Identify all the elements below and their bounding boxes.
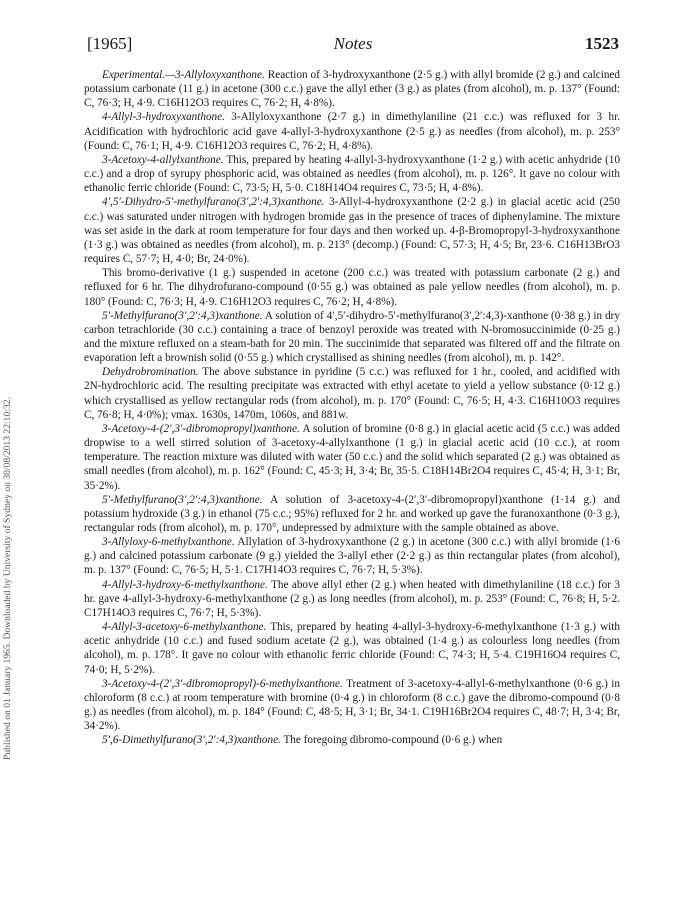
paragraph (84, 309, 620, 366)
paragraph (84, 68, 620, 110)
paragraph (84, 733, 620, 747)
paragraph (84, 620, 620, 677)
page-number: 1523 (585, 34, 619, 53)
paragraph (84, 578, 620, 620)
paragraph-heading: 4-Allyl-3-acetoxy-6-methylxanthone. (102, 621, 267, 634)
article-body (84, 68, 620, 748)
paragraph (84, 365, 620, 422)
paragraph-heading: 4-Allyl-3-hydroxy-6-methylxanthone. (102, 578, 268, 591)
paragraph-text: This bromo-derivative (1 g.) suspended in acetone (200 c.c.) was treated with potassium carbonate (2 g.) and refluxed for 6 hr. The dihydrofurano-compound (0·55 g.) was obtained as pale yellow needles (from alcohol), m. p. 180° (Found: C, 76·3; H, 4·9. C16H12O3 requires C, 76·2; H, 4·8%). (84, 267, 620, 308)
paragraph-text: A solution of 3-acetoxy-4-(2′,3′-dibromopropyl)xanthone (1·14 g.) and potassium hydroxide (3 g.) in ethanol (75 c.c.; 95%) refluxed for 2 hr. and worked up gave the furanoxanthone (0·3 g.), rectangular rods (from alcohol), m. p. 170°, undepressed by admixture with the sample obtained as above. (84, 493, 620, 534)
paragraph-heading: 5′-Methylfurano(3′,2′:4,3)xanthone. (102, 309, 263, 322)
paragraph-heading: 5′,6-Dimethylfurano(3′,2′:4,3)xanthone. (102, 734, 281, 747)
paragraph-heading: Experimental.—3-Allyloxyxanthone. (102, 69, 265, 81)
paragraph-heading: Dehydrobromination. (102, 366, 199, 379)
paragraph-text: The foregoing dibromo-compound (0·6 g.) when (280, 734, 503, 747)
paragraph (84, 110, 620, 152)
page-header (87, 34, 619, 58)
paragraph-text: The above substance in pyridine (5 c.c.) was refluxed for 1 hr., cooled, and acidified with 2N-hydrochloric acid. The resulting precipitate was extracted with ethyl acetate to yield a yellow substance (0·12 g.) which crystallised as yellow rectangular rods (from alcohol), m. p. 170° (Found: C, 76·5; H, 4·3. C16H10O3 requires C, 76·8; H, 4·0%); νmax. 1630s, 1470m, 1060s, and 881w. (84, 366, 620, 421)
paragraph (84, 195, 620, 266)
paragraph-text: Reaction of 3-hydroxyxanthone (2·5 g.) with allyl bromide (2 g.) and calcined potassium carbonate (11 g.) in acetone (300 c.c.) gave the allyl ether (3 g.) as plates (from alcohol), m. p. 137° (Found: C, 76·3; H, 4·9. C16H12O3 requires C, 76·2; H, 4·8%). (84, 69, 620, 110)
paragraph (84, 266, 620, 308)
paragraph-text: This, prepared by heating 4-allyl-3-hydroxy-6-methylxanthone (1·3 g.) with acetic anhydride (10 c.c.) and fused sodium acetate (2 g.), was obtained (1·4 g.) as colourless long needles (from alcohol), m. p. 178°. It gave no colour with ethanolic ferric chloride (Found: C, 74·3; H, 5·4. C19H16O4 requires C, 74·0; H, 5·2%). (84, 621, 620, 676)
download-notice-text: Published on 01 January 1965. Downloaded by University of Sydney on 30/08/2013 22:10:32. (2, 397, 13, 760)
paragraph (84, 677, 620, 734)
paragraph-text: This, prepared by heating 4-allyl-3-hydroxyxanthone (1·2 g.) with acetic anhydride (10 c.c.) and a drop of syrupy phosphoric acid, was obtained as needles (from alcohol), m. p. 126°. It gave no colour with ethanolic ferric chloride (Found: C, 73·5; H, 5·0. C18H14O4 requires C, 73·5; H, 4·8%). (84, 153, 620, 195)
paragraph-text: Treatment of 3-acetoxy-4-allyl-6-methylxanthone (0·6 g.) in chloroform (8 c.c.) at room temperature with bromine (0·4 g.) in chloroform (8 c.c.) gave the dibromo-compound (0·8 g.) as needles (from alcohol), m. p. 184° (Found: C, 48·5; H, 3·1; Br, 34·1. C19H16Br2O4 requires C, 48·7; H, 3·4; Br, 34·2%). (84, 677, 620, 733)
paragraph-heading: 4-Allyl-3-hydroxyxanthone. (102, 111, 225, 124)
paragraph-heading: 3-Acetoxy-4-(2′,3′-dibromopropyl)-6-methylxanthone. (102, 677, 343, 690)
paragraph-heading: 5′-Methylfurano(3′,2′:4,3)xanthone. (102, 493, 263, 506)
paragraph-heading: 3-Acetoxy-4-(2′,3′-dibromopropyl)xanthone. (102, 422, 300, 435)
paragraph (84, 153, 620, 195)
paragraph-text: 3-Allyl-4-hydroxyxanthone (2·2 g.) in glacial acetic acid (250 c.c.) was saturated under nitrogen with hydrogen bromide gas in the presence of traces of diphenylamine. The mixture was set aside in the dark at room temperature for four days and then worked up. 4-β-Bromopropyl-3-hydroxyxanthone (1·3 g.) was obtained as needles (from alcohol), m. p. 213° (decomp.) (Found: C, 57·3; H, 4·5; Br, 23·6. C16H13BrO3 requires C, 57·7; H, 4·0; Br, 24·0%). (84, 196, 620, 266)
paragraph-text: The above allyl ether (2 g.) when heated with dimethylaniline (18 c.c.) for 3 hr. gave 4-allyl-3-hydroxy-6-methylxanthone (2 g.) as long needles (from alcohol), m. p. 253° (Found: C, 76·8; H, 5·2. C17H14O3 requires C, 76·7; H, 5·3%). (84, 578, 620, 619)
paragraph-text: Allylation of 3-hydroxyxanthone (2 g.) in acetone (300 c.c.) with allyl bromide (1·6 g.) and calcined potassium carbonate (9 g.) yielded the 3-allyl ether (2·2 g.) as thin rectangular plates (from alcohol), m. p. 137° (Found: C, 76·5; H, 5·1. C17H14O3 requires C, 76·7; H, 5·3%). (84, 536, 620, 577)
paragraph-heading: 3-Acetoxy-4-allylxanthone. (102, 153, 224, 166)
paragraph-heading: 4′,5′-Dihydro-5′-methylfurano(3′,2′:4,3)xanthone. (102, 196, 325, 209)
paragraph (84, 535, 620, 577)
journal-year: [1965] (87, 34, 133, 53)
download-notice (2, 120, 14, 760)
paragraph-text: A solution of bromine (0·8 g.) in glacial acetic acid (5 c.c.) was added dropwise to a well stirred solution of 3-acetoxy-4-allylxanthone (1 g.) in glacial acetic acid (10 c.c.), at room temperature. The reaction mixture was diluted with water (50 c.c.) and the solid which separated (2 g.) was obtained as small needles (from alcohol), m. p. 162° (Found: C, 45·3; H, 3·4; Br, 35·5. C18H14Br2O4 requires C, 45·4; H, 3·1; Br, 35·2%). (84, 422, 620, 492)
paragraph-heading: 3-Allyloxy-6-methylxanthone. (102, 536, 235, 549)
paragraph (84, 422, 620, 493)
paragraph-text: A solution of 4′,5′-dihydro-5′-methylfurano(3′,2′:4,3)-xanthone (0·38 g.) in dry carbon tetrachloride (30 c.c.) containing a trace of benzoyl peroxide was treated with N-bromosuccinimide (0·25 g.) and the mixture refluxed on a steam-bath for 20 min. The succinimide that separated was filtered off and the filtrate on evaporation left a brownish solid (0·55 g.) which crystallised as shining needles (from alcohol), m. p. 142°. (84, 309, 620, 365)
paragraph-text: 3-Allyloxyxanthone (2·7 g.) in dimethylaniline (21 c.c.) was refluxed for 3 hr. Acidification with hydrochloric acid gave 4-allyl-3-hydroxyxanthone (2·5 g.) as needles (from alcohol), m. p. 253° (Found: C, 76·1; H, 4·9. C16H12O3 requires C, 76·2; H, 4·8%). (84, 111, 620, 152)
section-title: Notes (333, 34, 373, 53)
paragraph (84, 493, 620, 535)
